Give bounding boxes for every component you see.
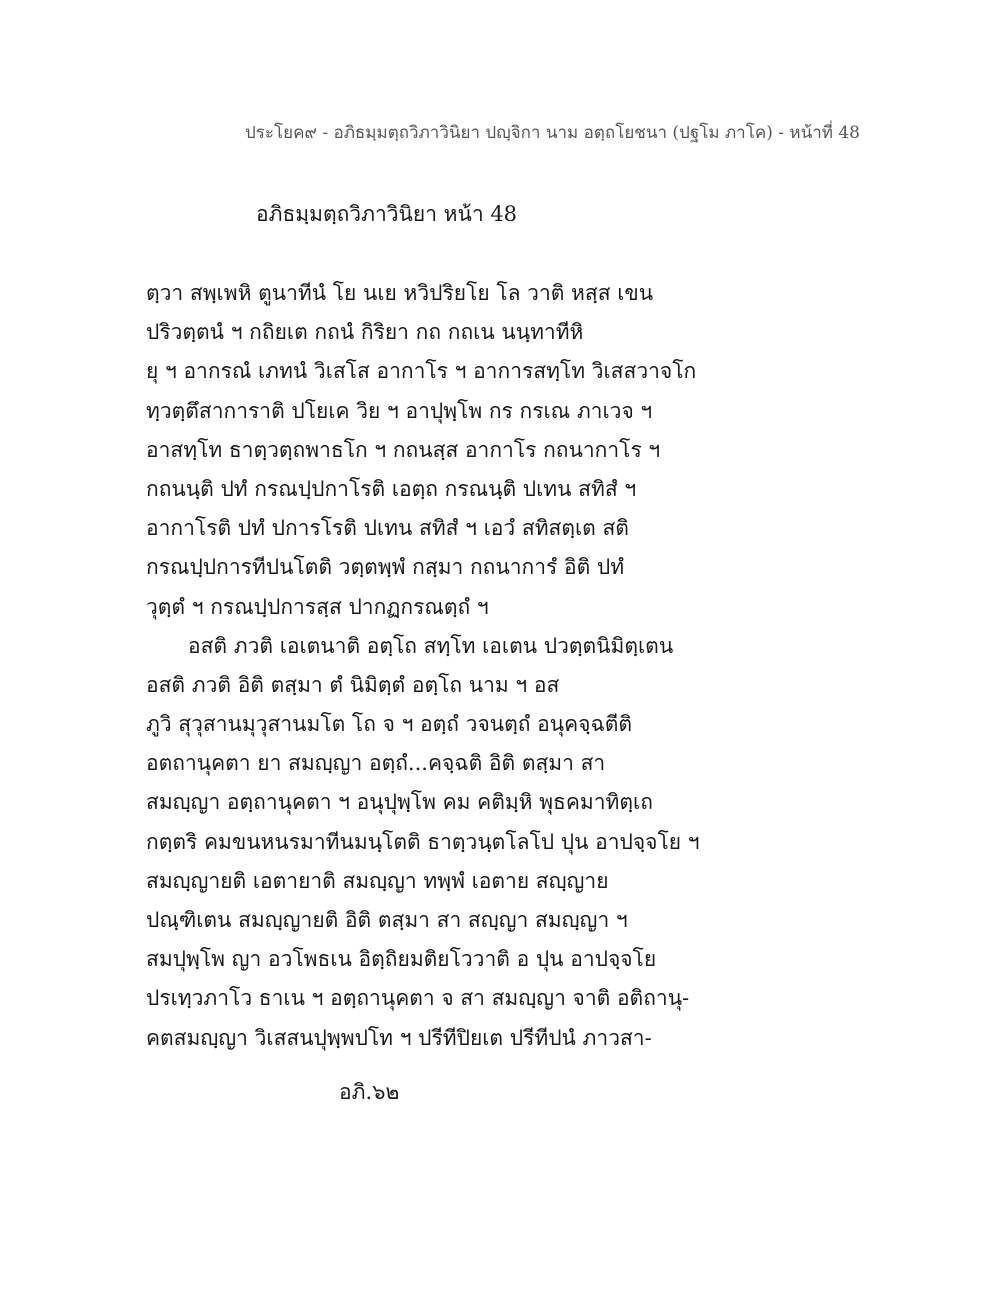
body-line: อตถานุคตา ยา สมญฺญา อตฺถํ...คจฺฉติ อิติ ตสฺมา สา [146,751,606,776]
body-line: คตสมญฺญา วิเสสนปุพฺพปโท ฯ ปรีทีปิยเต ปรีทีปนํ ภาวสา- [146,1025,652,1050]
running-header: ประโยค๙ - อภิธมฺมตฺถวิภาวินิยา ปญฺจิกา นาม อตฺถโยชนา (ปฐโม ภาโค) - หน้าที่ 48 [244,123,860,143]
body-line: สมญฺญายติ เอตายาติ สมญฺญา ทพฺพํ เอตาย สญฺญาย [146,868,609,893]
body-line: กตฺตริ คมขนหนรมาทีนมนฺโตติ ธาตฺวนฺตโลโป ปุน อาปจฺจโย ฯ [146,829,700,854]
body-line: อากาโรติ ปทํ ปการโรติ ปเทน สทิสํ ฯ เอวํ สทิสตฺเต สติ [146,516,629,541]
body-line: อาสทฺโท ธาตฺวตฺถพาธโก ฯ กถนสฺส อากาโร กถนากาโร ฯ [146,437,661,462]
page-reference: อภิ.๖๒ [339,1080,400,1104]
body-line: อสติ ภวติ อิติ ตสฺมา ตํ นิมิตฺตํ อตฺโถ นาม ฯ อส [146,672,560,697]
body-line: สมญฺญา อตฺถานุคตา ฯ อนุปุพฺโพ คม คติมฺหิ พุธคมาทิตฺเถ [146,790,653,815]
body-line: ปรเทฺวภาโว ธาเน ฯ อตฺถานุคตา จ สา สมญฺญา จาติ อติถานุ- [146,986,690,1011]
body-line: กถนนฺติ ปทํ กรณปฺปกาโรติ เอตฺถ กรณนฺติ ปเทน สทิสํ ฯ [146,476,637,501]
paragraph-start-line: อสติ ภวติ เอเตนาติ อตฺโถ สทฺโท เอเตน ปวตฺตนิมิตฺเตน [188,633,674,658]
body-line: ยุ ฯ อากรณํ เภทนํ วิเสโส อากาโร ฯ อาการสทฺโท วิเสสวาจโก [146,359,697,384]
section-title: อภิธมฺมตฺถวิภาวินิยา หน้า 48 [256,202,518,226]
body-line: ตฺวา สพฺเพหิ ตูนาทีนํ โย นเย หวิปริยโย โล วาติ หสฺส เขน [146,281,654,305]
body-line: ปริวตฺตนํ ฯ กถิยเต กถนํ กิริยา กถ กถเน นนฺทาทีหิ [146,320,584,345]
body-line: กรณปฺปการทีปนโตติ วตฺตพฺพํ กสฺมา กถนาการํ อิติ ปทํ [146,555,625,580]
body-line: ปณฺฑิเตน สมญฺญายติ อิติ ตสฺมา สา สญฺญา สมญฺญา ฯ [146,908,628,932]
body-line: ทฺวตฺตึสาการาติ ปโยเค วิย ฯ อาปุพฺโพ กร กรเณ ภาเวจ ฯ [146,398,653,423]
body-line: สมปุพฺโพ ญา อวโพธเน อิตฺถิยมติยโววาติ อ ปุน อาปจฺจโย [146,947,657,972]
body-line: วุตฺตํ ฯ กรณปฺปการสฺส ปากฏกรณตฺถํ ฯ [146,594,489,619]
body-line: ภูวิ สุวุสานมุวุสานมโต โถ จ ฯ อตฺถํ วจนตฺถํ อนุคจฺฉตีติ [146,712,633,737]
body-text [146,274,846,1058]
